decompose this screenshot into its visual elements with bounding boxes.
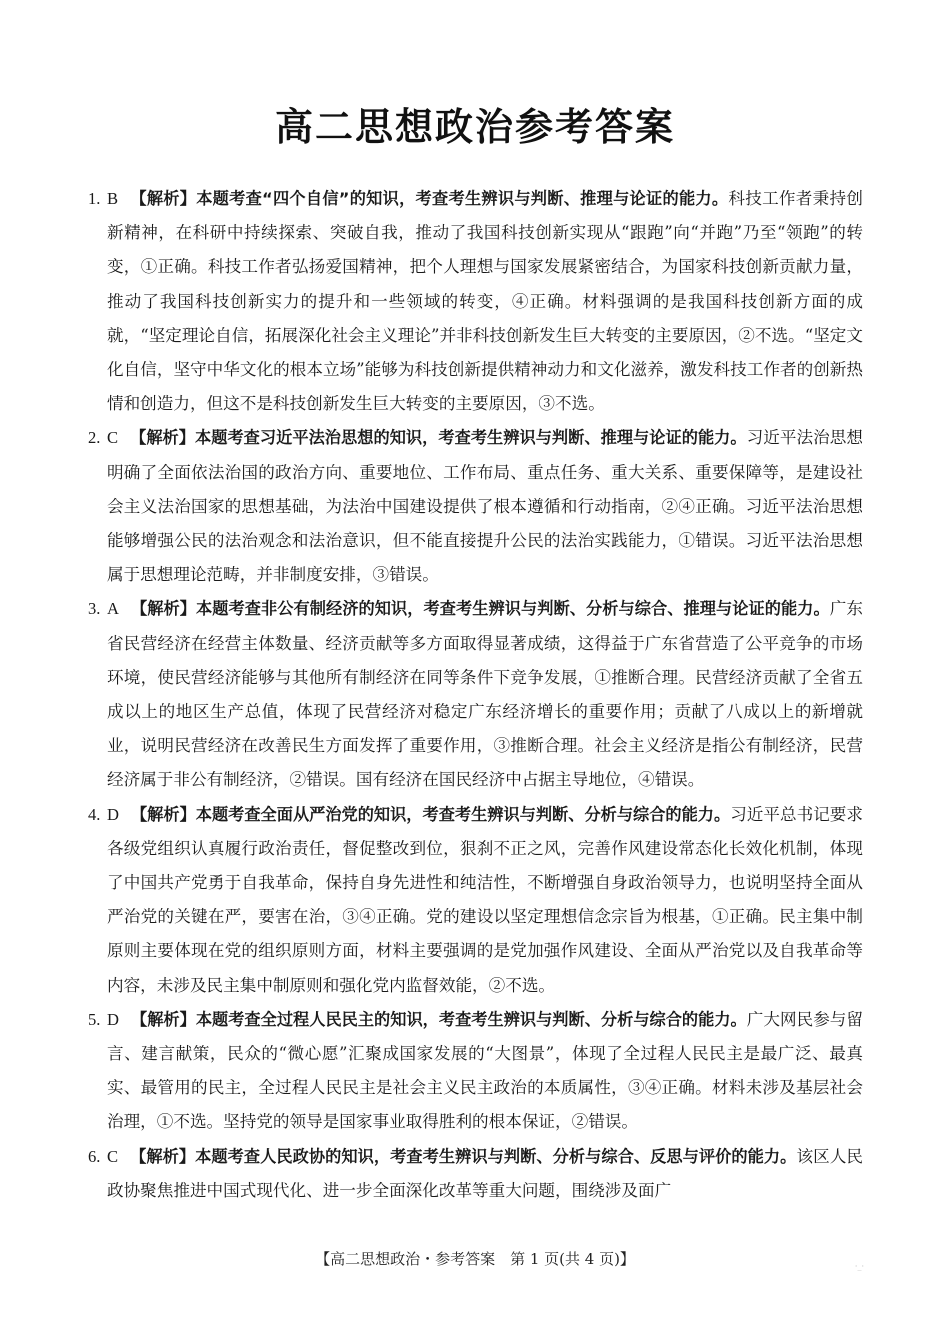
item-number: 4. <box>88 804 101 824</box>
item-heading: 【解析】本题考查习近平法治思想的知识，考查考生辨识与判断、推理与论证的能力。 <box>130 428 747 448</box>
item-answer: C <box>107 428 119 448</box>
item-answer: A <box>107 599 119 619</box>
item-number: 6. <box>88 1146 101 1166</box>
answer-list <box>88 182 863 1208</box>
item-number: 1. <box>88 189 101 208</box>
item-body: 科技工作者秉持创新精神，在科研中持续探索、突破自我，推动了我国科技创新实现从“跟跑”向“并跑”乃至“领跑”的转变，①正确。科技工作者弘扬爱国精神，把个人理想与国家发展紧密结合，为国家科技创新贡献力量，推动了我国科技创新实力的提升和一些领域的转变，④正确。材料强调的是我国科技创新方面的成就，“坚定理论自信，拓展深化社会主义理论”并非科技创新发生巨大转变的主要原因，②不选。“坚定文化自信，坚守中华文化的根本立场”能够为科技创新提供精神动力和文化滋养，激发科技工作者的创新热情和创造力，但这不是科技创新发生巨大转变的主要原因，③不选。 <box>107 189 863 414</box>
page-footer: 【高二思想政治・参考答案 第 1 页(共 4 页)】 <box>315 1250 635 1268</box>
item-answer: B <box>107 189 119 208</box>
answer-item <box>88 182 863 421</box>
corner-mark: ·_· <box>854 1262 864 1271</box>
answer-item <box>88 421 863 592</box>
item-number: 5. <box>88 1009 101 1029</box>
item-heading: 【解析】本题考查全过程人民民主的知识，考查考生辨识与判断、分析与综合的能力。 <box>130 1009 747 1029</box>
item-answer: D <box>107 804 119 824</box>
item-body: 广东省民营经济在经营主体数量、经济贡献等多方面取得显著成绩，这得益于广东省营造了公平竞争的市场环境，使民营经济能够与其他所有制经济在同等条件下竞争发展，①推断合理。民营经济贡献了全省五成以上的地区生产总值，体现了民营经济对稳定广东经济增长的重要作用；贡献了八成以上的新增就业，说明民营经济在改善民生方面发挥了重要作用，③推断合理。社会主义经济是指公有制经济，民营经济属于非公有制经济，②错误。国有经济在国民经济中占据主导地位，④错误。 <box>107 599 863 790</box>
item-body: 习近平法治思想明确了全面依法治国的政治方向、重要地位、工作布局、重点任务、重大关系、重要保障等，是建设社会主义法治国家的思想基础，为法治中国建设提供了根本遵循和行动指南，②④正确。习近平法治思想能够增强公民的法治观念和法治意识，但不能直接提升公民的法治实践能力，①错误。习近平法治思想属于思想理论范畴，并非制度安排，③错误。 <box>107 428 863 585</box>
item-heading: 【解析】本题考查全面从严治党的知识，考查考生辨识与判断、分析与综合的能力。 <box>130 804 731 824</box>
item-number: 3. <box>88 599 101 619</box>
answer-item <box>88 1003 863 1140</box>
item-body: 该区人民政协聚焦推进中国式现代化、进一步全面深化改革等重大问题，围绕涉及面广 <box>107 1146 864 1200</box>
page-title: 高二思想政治参考答案 <box>274 105 675 149</box>
answer-item <box>88 798 863 1003</box>
item-body: 广大网民参与留言、建言献策，民众的“微心愿”汇聚成国家发展的“大图景”，体现了全过程人民民主是最广泛、最真实、最管用的民主，全过程人民民主是社会主义民主政治的本质属性，③④正确。材料未涉及基层社会治理，①不选。坚持党的领导是国家事业取得胜利的根本保证，②错误。 <box>107 1009 864 1132</box>
item-answer: C <box>107 1146 119 1166</box>
answer-item <box>88 592 863 797</box>
item-heading: 【解析】本题考查“四个自信”的知识，考查考生辨识与判断、推理与论证的能力。 <box>130 189 729 208</box>
item-answer: D <box>107 1009 119 1029</box>
answer-item <box>88 1140 863 1208</box>
item-heading: 【解析】本题考查非公有制经济的知识，考查考生辨识与判断、分析与综合、推理与论证的能力。 <box>130 599 830 619</box>
item-body: 习近平总书记要求各级党组织认真履行政治责任，督促整改到位，狠刹不正之风，完善作风建设常态化长效化机制，体现了中国共产党勇于自我革命，保持自身先进性和纯洁性，不断增强自身政治领导力，也说明坚持全面从严治党的关键在严，要害在治，③④正确。党的建设以坚定理想信念宗旨为根基，①正确。民主集中制原则主要体现在党的组织原则方面，材料主要强调的是党加强作风建设、全面从严治党以及自我革命等内容，未涉及民主集中制原则和强化党内监督效能，②不选。 <box>107 804 864 995</box>
item-heading: 【解析】本题考查人民政协的知识，考查考生辨识与判断、分析与综合、反思与评价的能力。 <box>130 1146 797 1166</box>
item-number: 2. <box>88 428 101 448</box>
